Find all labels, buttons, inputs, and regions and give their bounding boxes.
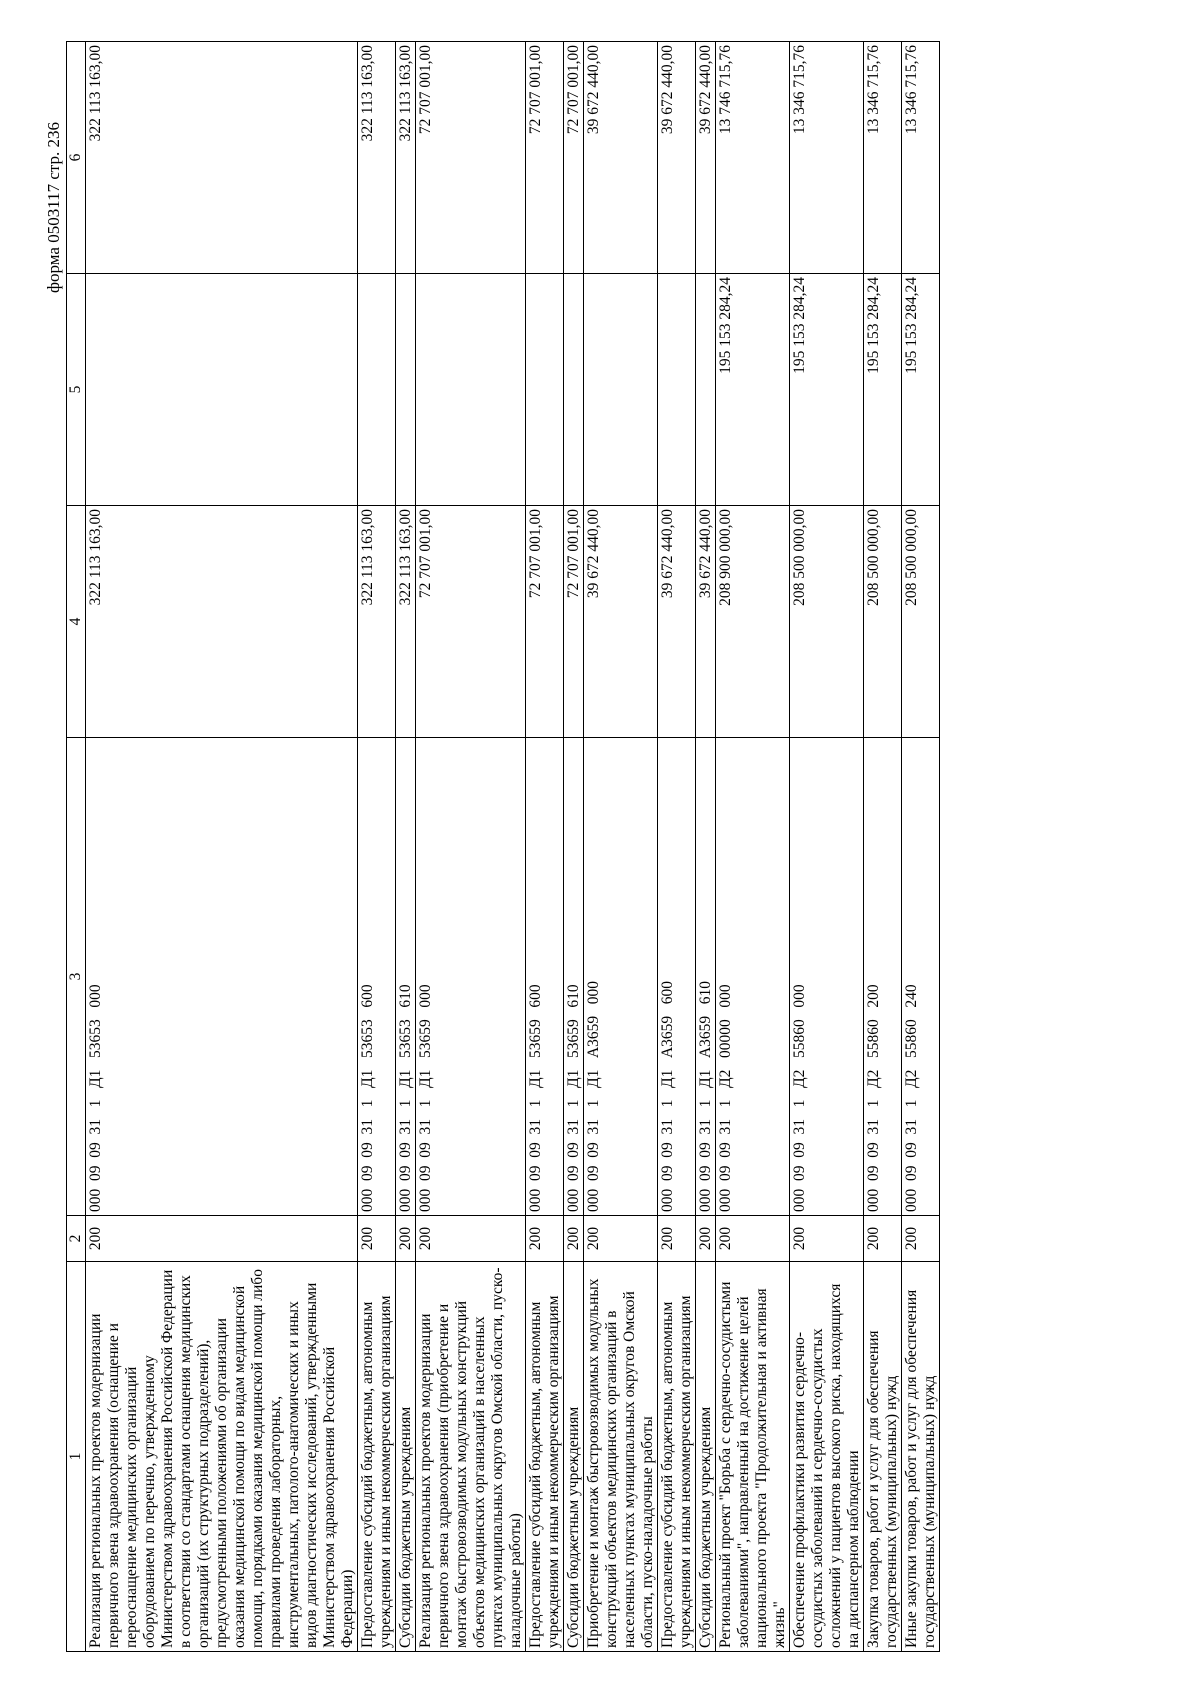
row-unexecuted-amount-cell: 13 346 715,76: [790, 42, 864, 274]
row-name-cell: Приобретение и монтаж быстровозводимых модульных конструкций объектов медицинских организаций в населенных пунктах муниципальных округов Омской области, пуско-наладочные работы: [584, 1262, 658, 1652]
row-unexecuted-amount-cell: 322 113 163,00: [358, 42, 396, 274]
row-budget-code-cell: 000 09 09 31 1 Д2 55860 240: [902, 738, 940, 1216]
row-name-cell: Реализация региональных проектов модернизации первичного звена здравоохранения (оснащение и переоснащение медицинских организаций оборудованием по перечню, утвержденному Министерством здравоохранения Российской Федерации в соответствии со стандартами оснащения медицинских организаций (их структурных подразделений), предусмотренными положениями об организации оказания медицинской помощи по видам медицинской помощи, порядками оказания медицинской помощи либо правилами проведения лабораторных, инструментальных, патолого-анатомических и иных видов диагностических исследований, утвержденными Министерством здравоохранения Российской Федерации): [86, 1262, 358, 1652]
table-row: [658, 42, 696, 1652]
budget-execution-table: [66, 41, 940, 1652]
row-budget-code-cell: 000 09 09 31 1 Д1 А3659 000: [584, 738, 658, 1216]
row-unexecuted-amount-cell: 322 113 163,00: [396, 42, 416, 274]
row-executed-amount-cell: 195 153 284,24: [902, 274, 940, 506]
row-approved-amount-cell: 72 707 001,00: [526, 506, 564, 738]
row-unexecuted-amount-cell: 322 113 163,00: [86, 42, 358, 274]
row-approved-amount-cell: 322 113 163,00: [358, 506, 396, 738]
row-budget-code-cell: 000 09 09 31 1 Д2 00000 000: [716, 738, 790, 1216]
table-row: [358, 42, 396, 1652]
row-line-code-cell: 200: [86, 1216, 358, 1262]
table-row: [864, 42, 902, 1652]
row-unexecuted-amount-cell: 72 707 001,00: [526, 42, 564, 274]
row-unexecuted-amount-cell: 72 707 001,00: [564, 42, 584, 274]
row-line-code-cell: 200: [696, 1216, 716, 1262]
row-unexecuted-amount-cell: 39 672 440,00: [584, 42, 658, 274]
row-name-cell: Субсидии бюджетным учреждениям: [696, 1262, 716, 1652]
row-budget-code-cell: 000 09 09 31 1 Д2 55860 200: [864, 738, 902, 1216]
row-approved-amount-cell: 39 672 440,00: [658, 506, 696, 738]
row-budget-code-cell: 000 09 09 31 1 Д1 А3659 610: [696, 738, 716, 1216]
column-header: 6: [67, 42, 86, 274]
row-unexecuted-amount-cell: 39 672 440,00: [696, 42, 716, 274]
row-unexecuted-amount-cell: 13 346 715,76: [864, 42, 902, 274]
row-name-cell: Обеспечение профилактики развития сердечно-сосудистых заболеваний и сердечно-сосудистых осложнений у пациентов высокого риска, находящихся на диспансерном наблюдении: [790, 1262, 864, 1652]
row-unexecuted-amount-cell: 13 746 715,76: [716, 42, 790, 274]
row-executed-amount-cell: [526, 274, 564, 506]
row-unexecuted-amount-cell: 72 707 001,00: [416, 42, 526, 274]
table-row: [526, 42, 564, 1652]
row-line-code-cell: 200: [396, 1216, 416, 1262]
row-executed-amount-cell: 195 153 284,24: [716, 274, 790, 506]
table-row: [902, 42, 940, 1652]
row-budget-code-cell: 000 09 09 31 1 Д1 53653 600: [358, 738, 396, 1216]
column-header: 3: [67, 738, 86, 1216]
row-line-code-cell: 200: [564, 1216, 584, 1262]
row-approved-amount-cell: 322 113 163,00: [86, 506, 358, 738]
row-line-code-cell: 200: [864, 1216, 902, 1262]
row-approved-amount-cell: 72 707 001,00: [416, 506, 526, 738]
row-executed-amount-cell: [696, 274, 716, 506]
row-name-cell: Предоставление субсидий бюджетным, автономным учреждениям и иным некоммерческим организациям: [658, 1262, 696, 1652]
row-line-code-cell: 200: [584, 1216, 658, 1262]
column-number-row: [67, 42, 86, 1652]
column-header: 5: [67, 274, 86, 506]
row-executed-amount-cell: 195 153 284,24: [864, 274, 902, 506]
row-approved-amount-cell: 208 500 000,00: [902, 506, 940, 738]
row-budget-code-cell: 000 09 09 31 1 Д1 53659 610: [564, 738, 584, 1216]
row-name-cell: Реализация региональных проектов модернизации первичного звена здравоохранения (приобретение и монтаж быстровозводимых модульных конструкций объектов медицинских организаций в населенных пунктах муниципальных округов Омской области, пуско-наладочные работы): [416, 1262, 526, 1652]
row-budget-code-cell: 000 09 09 31 1 Д2 55860 000: [790, 738, 864, 1216]
row-budget-code-cell: 000 09 09 31 1 Д1 А3659 600: [658, 738, 696, 1216]
row-line-code-cell: 200: [902, 1216, 940, 1262]
row-name-cell: Закупка товаров, работ и услуг для обеспечения государственных (муниципальных) нужд: [864, 1262, 902, 1652]
row-executed-amount-cell: [86, 274, 358, 506]
row-name-cell: Предоставление субсидий бюджетным, автономным учреждениям и иным некоммерческим организациям: [358, 1262, 396, 1652]
row-approved-amount-cell: 208 500 000,00: [864, 506, 902, 738]
row-executed-amount-cell: [584, 274, 658, 506]
row-name-cell: Региональный проект "Борьба с сердечно-сосудистыми заболеваниями", направленный на достижение целей национального проекта "Продолжительная и активная жизнь": [716, 1262, 790, 1652]
row-budget-code-cell: 000 09 09 31 1 Д1 53653 000: [86, 738, 358, 1216]
row-name-cell: Иные закупки товаров, работ и услуг для обеспечения государственных (муниципальных) нужд: [902, 1262, 940, 1652]
row-unexecuted-amount-cell: 13 346 715,76: [902, 42, 940, 274]
row-approved-amount-cell: 39 672 440,00: [696, 506, 716, 738]
table-row: [790, 42, 864, 1652]
row-approved-amount-cell: 208 900 000,00: [716, 506, 790, 738]
row-budget-code-cell: 000 09 09 31 1 Д1 53653 610: [396, 738, 416, 1216]
row-line-code-cell: 200: [416, 1216, 526, 1262]
column-header: 1: [67, 1262, 86, 1652]
row-approved-amount-cell: 208 500 000,00: [790, 506, 864, 738]
row-approved-amount-cell: 39 672 440,00: [584, 506, 658, 738]
table-row: [564, 42, 584, 1652]
row-name-cell: Субсидии бюджетным учреждениям: [564, 1262, 584, 1652]
row-name-cell: Предоставление субсидий бюджетным, автономным учреждениям и иным некоммерческим организациям: [526, 1262, 564, 1652]
column-header: 2: [67, 1216, 86, 1262]
row-executed-amount-cell: [658, 274, 696, 506]
table-row: [584, 42, 658, 1652]
row-line-code-cell: 200: [658, 1216, 696, 1262]
row-executed-amount-cell: 195 153 284,24: [790, 274, 864, 506]
row-executed-amount-cell: [416, 274, 526, 506]
row-line-code-cell: 200: [790, 1216, 864, 1262]
row-approved-amount-cell: 72 707 001,00: [564, 506, 584, 738]
row-budget-code-cell: 000 09 09 31 1 Д1 53659 000: [416, 738, 526, 1216]
table-row: [716, 42, 790, 1652]
table-row: [416, 42, 526, 1652]
row-line-code-cell: 200: [526, 1216, 564, 1262]
table-row: [396, 42, 416, 1652]
row-executed-amount-cell: [564, 274, 584, 506]
table-row: [696, 42, 716, 1652]
row-executed-amount-cell: [358, 274, 396, 506]
row-line-code-cell: 200: [358, 1216, 396, 1262]
row-line-code-cell: 200: [716, 1216, 790, 1262]
table-row: [86, 42, 358, 1652]
row-executed-amount-cell: [396, 274, 416, 506]
row-unexecuted-amount-cell: 39 672 440,00: [658, 42, 696, 274]
row-budget-code-cell: 000 09 09 31 1 Д1 53659 600: [526, 738, 564, 1216]
row-name-cell: Субсидии бюджетным учреждениям: [396, 1262, 416, 1652]
column-header: 4: [67, 506, 86, 738]
form-label: форма 0503117 стр. 236: [44, 122, 63, 293]
row-approved-amount-cell: 322 113 163,00: [396, 506, 416, 738]
